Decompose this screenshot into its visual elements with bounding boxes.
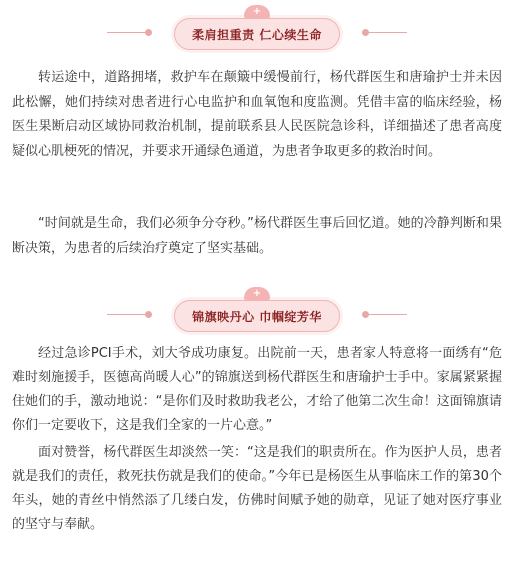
banner-dot-left bbox=[145, 29, 152, 36]
banner-divider-right bbox=[367, 314, 407, 315]
medical-cross-icon: + bbox=[244, 287, 270, 301]
medical-cross-icon: + bbox=[244, 5, 270, 19]
paragraph-transfer: 转运途中，道路拥堵，救护车在颠簸中缓慢前行，杨代群医生和唐瑜护士并未因此松懈，她们持续对患者进行心电监护和血氧饱和度监测。凭借丰富的临床经验，杨医生果断启动区域协同救治机制，提前联系县人民医院急诊科，详细描述了患者高度疑似心肌梗死的情况，并要求开通绿色通道，为患者争取更多的救治时间。 bbox=[12, 70, 502, 159]
section-banner-1 bbox=[107, 4, 407, 52]
paragraph-response: 面对赞誉，杨代群医生却淡然一笑：“这是我们的职责所在。作为医护人员，患者就是我们的责任，救死扶伤就是我们的使命。”今年已是杨医生从事临床工作的第30个年头，她的青丝中悄然添了几缕白发，仿佛时间赋予她的勋章，见证了她对医疗事业的坚守与奉献。 bbox=[12, 445, 502, 532]
section-title-1: 柔肩担重责 仁心续生命 bbox=[174, 18, 340, 50]
banner-dot-left bbox=[145, 311, 152, 318]
banner-divider-left bbox=[107, 314, 147, 315]
banner-divider-right bbox=[367, 32, 407, 33]
paragraph-banner-gift: 经过急诊PCI手术，刘大爷成功康复。出院前一天，患者家人特意将一面绣有“危难时刻施援手，医德高尚暖人心”的锦旗送到杨代群医生和唐瑜护士手中。家属紧紧握住她们的手，激动地说：“是你们及时救助我老公，才给了他第二次生命！这面锦旗请你们一定要收下，这是我们全家的一片心意。” bbox=[12, 346, 502, 433]
section-banner-2 bbox=[107, 286, 407, 334]
section-title-2: 锦旗映丹心 巾帼绽芳华 bbox=[174, 300, 340, 332]
paragraph-quote: “时间就是生命，我们必须争分夺秒。”杨代群医生事后回忆道。她的冷静判断和果断决策，为患者的后续治疗奠定了坚实基础。 bbox=[12, 216, 502, 256]
banner-divider-left bbox=[107, 32, 147, 33]
